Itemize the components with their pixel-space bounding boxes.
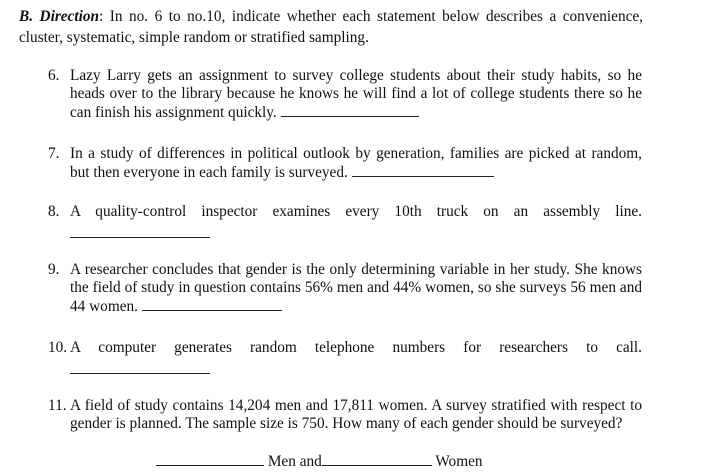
question-number: 6. (48, 67, 60, 84)
answer-blank[interactable] (352, 163, 494, 177)
question-11 (48, 397, 642, 433)
answer-blank[interactable] (281, 103, 419, 117)
women-label: Women (435, 453, 483, 470)
question-6 (48, 67, 642, 122)
question-7 (48, 145, 642, 182)
question-text: A quality-control inspector examines every 10th truck on an assembly line. (70, 203, 642, 220)
question-number: 9. (48, 261, 60, 278)
question-text: A field of study contains 14,204 men and 17,811 women. A survey stratified with respect to gender is planned. The sample size is 750. How many of each gender should be surveyed? (70, 397, 642, 432)
question-number: 7. (48, 145, 60, 162)
question-text: Lazy Larry gets an assignment to survey college students about their study habits, so he heads over to the library because he knows he will find a lot of college students there so he can finish his assignment quickly. (70, 67, 642, 121)
men-label: Men and (267, 453, 322, 470)
question-number: 10. (48, 339, 68, 356)
question-10 (48, 339, 642, 374)
answer-blank[interactable] (142, 297, 282, 311)
question-number: 11. (48, 397, 67, 414)
direction-text: : In no. 6 to no.10, indicate whether each statement below describes a convenience, cluster, systematic, simple random or stratified sampling. (19, 8, 643, 46)
question-text: A computer generates random telephone numbers for researchers to call. (70, 339, 642, 356)
women-count-blank[interactable] (322, 452, 432, 466)
question-9 (48, 261, 642, 316)
question-text: A researcher concludes that gender is the only determining variable in her study. She knows the field of study in question contains 56% men and 44% women, so she surveys 56 men and 44 women. (70, 261, 642, 315)
question-text: In a study of differences in political outlook by generation, families are picked at random, but then everyone in each family is surveyed. (70, 145, 642, 181)
question-8 (48, 203, 642, 238)
gender-answer-row (156, 452, 483, 471)
direction-paragraph (19, 6, 643, 48)
answer-blank[interactable] (70, 360, 210, 374)
answer-blank[interactable] (70, 224, 210, 238)
men-count-blank[interactable] (156, 452, 264, 466)
direction-label: B. Direction (19, 8, 100, 25)
question-number: 8. (48, 203, 60, 220)
